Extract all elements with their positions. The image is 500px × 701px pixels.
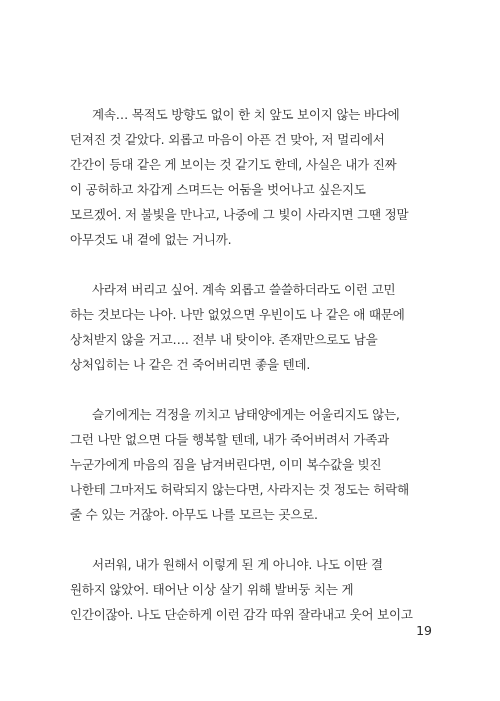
- text-line: 모르겠어. 저 불빛을 만나고, 나중에 그 빛이 사라지면 그땐 정말: [70, 207, 409, 222]
- text-line: 사라져 버리고 싶어. 계속 외롭고 쓸쓸하더라도 이런 고민: [92, 282, 396, 297]
- page-number: 19: [416, 623, 432, 638]
- text-line: 계속… 목적도 방향도 없이 한 치 앞도 보이지 않는 바다에: [92, 107, 400, 122]
- text-line: 그런 나만 없으면 다들 행복할 텐데, 내가 죽어버려서 가족과: [70, 432, 389, 447]
- text-line: 인간이잖아. 나도 단순하게 이런 감각 따위 잘라내고 웃어 보이고: [70, 607, 413, 622]
- paragraph-3: [70, 402, 438, 527]
- text-line: 상처받지 않을 거고…. 전부 내 탓이야. 존재만으로도 남을: [70, 332, 378, 347]
- text-line: 누군가에게 마음의 짐을 남겨버린다면, 이미 복수값을 빚진: [70, 457, 382, 472]
- text-line: 서러워, 내가 원해서 이렇게 된 게 아니야. 나도 이딴 결: [92, 557, 383, 572]
- text-line: 슬기에게는 걱정을 끼치고 남태양에게는 어울리지도 않는,: [92, 407, 400, 422]
- text-line: 나한테 그마저도 허락되지 않는다면, 사라지는 것 정도는 허락해: [70, 482, 409, 497]
- text-line: 간간이 등대 같은 게 보이는 것 같기도 한데, 사실은 내가 진짜: [70, 157, 397, 172]
- text-line: 원하지 않았어. 태어난 이상 살기 위해 발버둥 치는 게: [70, 582, 354, 597]
- text-line: 던져진 것 같았다. 외롭고 마음이 아픈 건 맞아, 저 멀리에서: [70, 132, 385, 147]
- paragraph-2: [70, 277, 438, 377]
- text-line: 아무것도 내 곁에 없는 거니까.: [70, 232, 232, 247]
- text-line: 하는 것보다는 나아. 나만 없었으면 우빈이도 나 같은 애 때문에: [70, 307, 405, 322]
- paragraph-1: [70, 102, 438, 252]
- text-line: 상처입히는 나 같은 건 죽어버리면 좋을 텐데.: [70, 357, 311, 372]
- body-text: [70, 102, 438, 652]
- text-line: 이 공허하고 차갑게 스며드는 어둠을 벗어나고 싶은지도: [70, 182, 366, 197]
- paragraph-4: [70, 552, 438, 627]
- text-line: 줄 수 있는 거잖아. 아무도 나를 모르는 곳으로.: [70, 507, 318, 522]
